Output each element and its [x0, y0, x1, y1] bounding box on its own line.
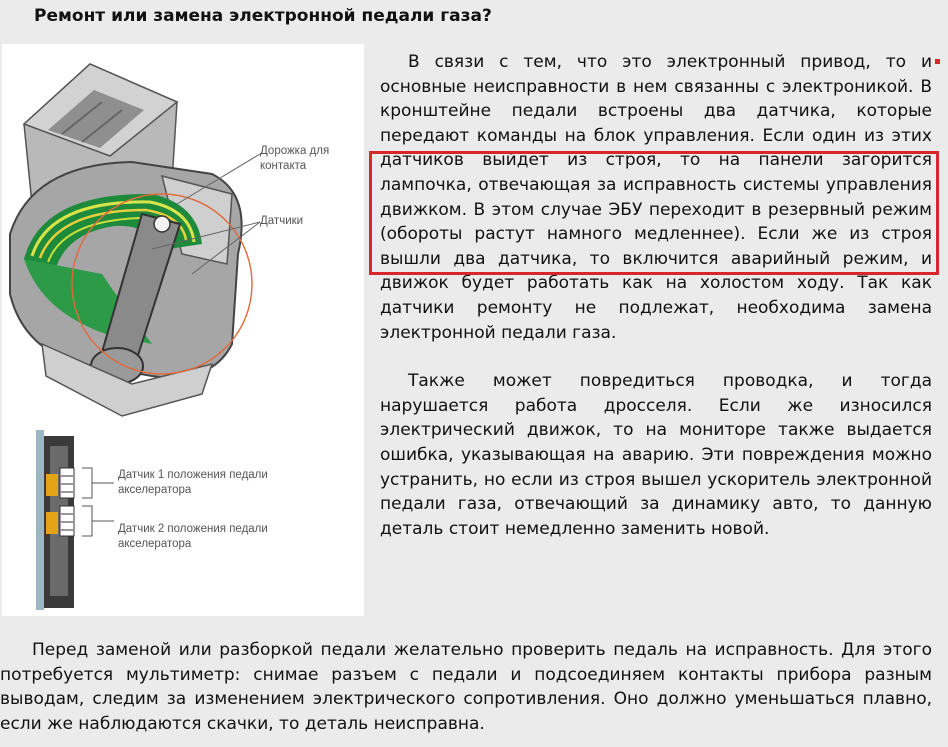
sensor1-label: Датчик 1 положения педали акселератора	[118, 469, 268, 496]
highlight-frame	[369, 151, 939, 275]
article-heading: Ремонт или замена электронной педали газа?	[34, 6, 492, 26]
article-text-column	[380, 50, 932, 541]
pedal-sensor-illustration	[2, 44, 364, 616]
sensors-label: Датчики	[260, 215, 304, 227]
paragraph-2: Также может повредиться проводка, и тогда нарушается работа дросселя. Если же износился электрический движок, то на мониторе также выдается ошибка, указывающая на аварию. Эти повреждения можно устранить, но если из строя вышел ускоритель электронной педали газа, отвечающий за динамику авто, то данную деталь стоит немедленно заменить новой.	[380, 371, 932, 539]
sensor2-label: Датчик 2 положения педали акселератора	[118, 523, 268, 550]
article-bottom-text	[0, 638, 932, 736]
paragraph-1: В связи с тем, что это электронный привод, то и основные неисправности в нем связанны с электроникой. В кронштейне педали встроены два датчика, которые передают команды на блок управления. Если один из этих датчиков выйдет из строя, то на панели загорится лампочка, отвечающая за исправность системы управления движком. В этом случае ЭБУ переходит в резервный режим (обороты растут намного медленнее). Если же из строя вышли два датчика, то включится аварийный режим, и движок будет работать как на холостом ходу. Так как датчики ремонту не подлежат, необходима замена электронной педали газа.	[380, 52, 932, 343]
track-label: Дорожка для контакта	[260, 145, 330, 172]
red-marker	[935, 59, 940, 64]
paragraph-3: Перед заменой или разборкой педали желательно проверить педаль на исправность. Для этого потребуется мультиметр: снимае разъем с педали и подсоединяем контакты прибора разным выводам, следим за изменением электрического сопротивления. Оно должно уменьшаться плавно, если же наблюдаются скачки, то деталь неисправна.	[0, 640, 932, 734]
